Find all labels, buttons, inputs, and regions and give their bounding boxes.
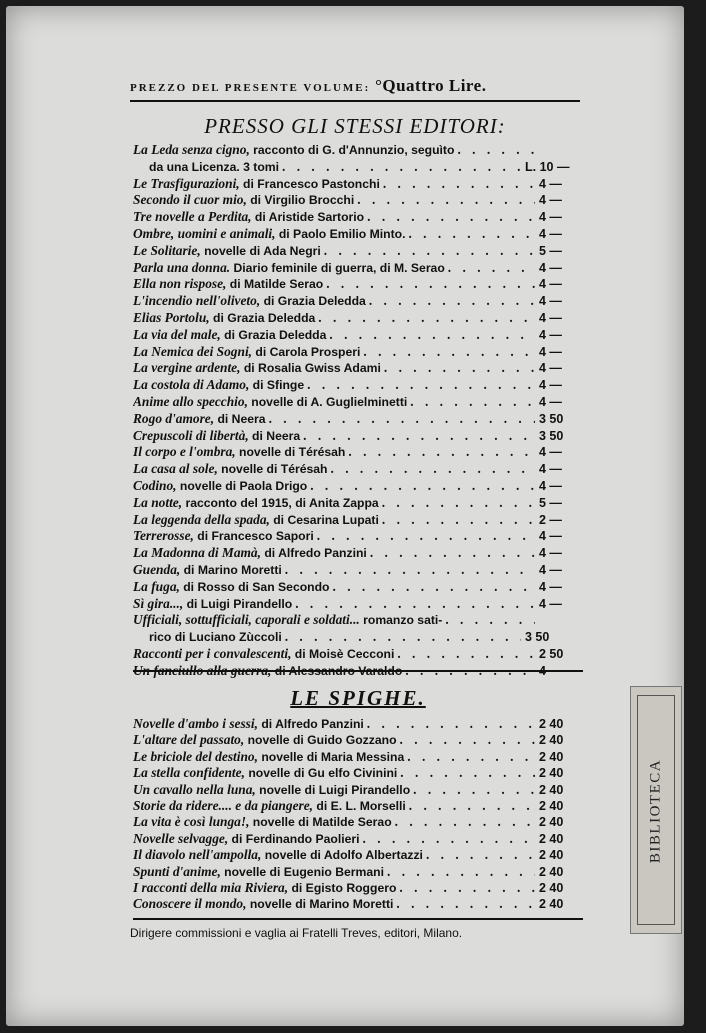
entry-author: di Alessandro Varaldo: [274, 663, 403, 678]
entry-price: 3 50: [539, 428, 564, 443]
entry-price: 4 —: [539, 327, 562, 342]
catalog-entry-continuation: [133, 159, 583, 176]
entry-title: Elias Portolu,: [133, 309, 210, 325]
catalog-entry: [133, 428, 583, 445]
entry-price: 4 —: [539, 210, 562, 225]
entry-author: novelle di Marino Moretti: [249, 897, 394, 912]
leader-dots: [282, 629, 521, 646]
entry-title: L'altare del passato,: [133, 732, 245, 748]
entry-author: di Aristide Sartorio: [254, 210, 365, 225]
catalog-list-editori: [133, 142, 583, 680]
entry-price: 5 —: [539, 495, 562, 510]
catalog-entry-continuation: [133, 629, 583, 646]
leader-dots: [394, 646, 535, 663]
entry-title: Il diavolo nell'ampolla,: [133, 847, 262, 863]
leader-dots: [405, 226, 535, 243]
stamp-label: BIBLIOTECA: [647, 758, 664, 864]
catalog-entry: [133, 293, 583, 310]
entry-continuation: rico di Luciano Zùccoli: [149, 630, 282, 645]
entry-author: di Alfredo Panzini: [264, 546, 367, 561]
leader-dots: [330, 579, 535, 596]
catalog-entry: [133, 847, 583, 863]
divider: [133, 918, 583, 920]
entry-author: di Rosso di San Secondo: [183, 579, 330, 594]
entry-title: Terrerosse,: [133, 528, 194, 544]
leader-dots: [360, 344, 535, 361]
entry-title: Conoscere il mondo,: [133, 896, 247, 912]
entry-title: Novelle d'ambo i sessi,: [133, 716, 258, 731]
catalog-entry: [133, 344, 583, 361]
entry-price: 4 —: [539, 478, 562, 493]
entry-title: Le briciole del destino,: [133, 748, 258, 764]
entry-title: Ombre, uomini e animali,: [133, 225, 276, 241]
entry-price: 4 —: [539, 176, 562, 191]
entry-price: 2 40: [539, 848, 564, 863]
entry-price: 2 40: [539, 815, 564, 830]
leader-dots: [379, 512, 535, 529]
entry-title: Un fanciullo alla guerra,: [133, 662, 272, 678]
entry-author: novelle di Maria Messina: [261, 749, 405, 764]
entry-price: 4 —: [539, 562, 562, 577]
leader-dots: [300, 428, 535, 445]
leader-dots: [282, 562, 535, 579]
section-heading-editori: PRESSO GLI STESSI EDITORI:: [204, 114, 506, 138]
entry-author: di Matilde Serao: [229, 277, 324, 292]
leader-dots: [364, 716, 535, 732]
entry-title: Le Solitarie,: [133, 242, 201, 258]
leader-dots: [442, 612, 535, 629]
entry-price: 4 —: [539, 344, 562, 359]
catalog-entry: [133, 176, 583, 193]
leader-dots: [321, 243, 535, 260]
entry-price: 4 —: [539, 277, 562, 292]
catalog-entry: [133, 579, 583, 596]
entry-author: novelle di Ada Negri: [204, 243, 321, 258]
entry-author: di Carola Prosperi: [255, 344, 361, 359]
catalog-entry: [133, 512, 583, 529]
entry-author: di Grazia Deledda: [213, 310, 316, 325]
entry-author: di Grazia Deledda: [263, 294, 366, 309]
leader-dots: [397, 765, 535, 781]
entry-author: di Marino Moretti: [183, 562, 282, 577]
catalog-entry: [133, 716, 583, 732]
leader-dots: [404, 749, 535, 765]
entry-title: La Leda senza cigno,: [133, 142, 250, 157]
entry-price: 3 50: [539, 411, 564, 426]
entry-title: Ella non rispose,: [133, 276, 227, 292]
leader-dots: [454, 142, 535, 159]
leader-dots: [314, 528, 535, 545]
leader-dots: [406, 798, 535, 814]
entry-price: L. 10 —: [525, 159, 570, 174]
entry-author: di Paolo Emilio Minto.: [278, 226, 406, 241]
entry-title: Secondo il cuor mio,: [133, 192, 247, 208]
entry-price: 4 —: [539, 226, 562, 241]
leader-dots: [279, 159, 521, 176]
entry-title: Novelle selvagge,: [133, 830, 229, 846]
catalog-entry: [133, 461, 583, 478]
catalog-entry: [133, 243, 583, 260]
catalog-entry: [133, 831, 583, 847]
entry-price: 4 —: [539, 462, 562, 477]
catalog-entry: [133, 864, 583, 880]
entry-author: di Neera: [217, 411, 266, 426]
entry-author: di Egisto Roggero: [291, 880, 397, 895]
entry-title: Un cavallo nella luna,: [133, 781, 256, 797]
entry-title: La vita è così lunga!,: [133, 814, 250, 830]
entry-author: novelle di Luigi Pirandello: [259, 782, 411, 797]
entry-author: novelle di A. Guglielminetti: [251, 394, 408, 409]
entry-title: Crepuscoli di libertà,: [133, 427, 249, 443]
leader-dots: [328, 461, 536, 478]
entry-price: 2 50: [539, 646, 564, 661]
leader-dots: [380, 176, 535, 193]
entry-title: Guenda,: [133, 561, 181, 577]
leader-dots: [423, 847, 535, 863]
price-bar: [130, 76, 580, 102]
entry-price: 2 40: [539, 733, 564, 748]
entry-author: di Ferdinando Paolieri: [231, 831, 360, 846]
leader-dots: [326, 327, 535, 344]
entry-author: di Virgilio Brocchi: [250, 193, 355, 208]
leader-dots: [367, 545, 535, 562]
entry-price: 4 —: [539, 596, 562, 611]
catalog-entry: [133, 732, 583, 748]
entry-title: Codino,: [133, 477, 177, 493]
entry-title: La stella confidente,: [133, 765, 245, 781]
catalog-entry: [133, 394, 583, 411]
entry-price: 4 —: [539, 260, 562, 275]
entry-price: 5 —: [539, 243, 562, 258]
entry-title: Ufficiali, sottufficiali, caporali e soldati...: [133, 612, 360, 628]
leader-dots: [307, 478, 535, 495]
entry-author: di Luigi Pirandello: [186, 596, 293, 611]
entry-title: I racconti della mia Riviera,: [133, 879, 289, 895]
leader-dots: [410, 782, 535, 798]
section-heading-spighe: [133, 686, 583, 711]
catalog-entry: [133, 612, 583, 629]
entry-title: Sì gira...,: [133, 595, 184, 611]
entry-author: racconto del 1915, di Anita Zappa: [185, 495, 379, 510]
leader-dots: [345, 444, 535, 461]
entry-author: novelle di Térésah: [221, 462, 328, 477]
entry-title: La notte,: [133, 494, 183, 510]
entry-price: 2 40: [539, 749, 564, 764]
entry-continuation: da una Licenza. 3 tomi: [149, 159, 280, 174]
entry-title: La via del male,: [133, 326, 221, 342]
leader-dots: [397, 732, 535, 748]
entry-author: romanzo sati-: [363, 613, 443, 628]
entry-title: Anime allo specchio,: [133, 393, 248, 409]
catalog-entry: [133, 377, 583, 394]
entry-title: Le Trasfigurazioni,: [133, 175, 240, 191]
leader-dots: [364, 209, 535, 226]
entry-title: La Madonna di Mamà,: [133, 545, 261, 561]
entry-author: novelle di Gu elfo Civinini: [248, 766, 398, 781]
entry-price: 4 —: [539, 294, 562, 309]
entry-author: di Francesco Pastonchi: [243, 176, 380, 191]
entry-title: Rogo d'amore,: [133, 410, 215, 426]
price-value: °Quattro Lire.: [375, 76, 487, 95]
leader-dots: [445, 260, 535, 277]
entry-author: Diario feminile di guerra, di M. Serao: [233, 260, 445, 275]
leader-dots: [360, 831, 535, 847]
catalog-entry: [133, 310, 583, 327]
leader-dots: [323, 276, 535, 293]
divider: [133, 670, 583, 672]
entry-title: La costola di Adamo,: [133, 377, 250, 393]
catalog-entry: [133, 209, 583, 226]
catalog-entry: [133, 765, 583, 781]
entry-title: La Nemica dei Sogni,: [133, 343, 253, 359]
entry-title: La fuga,: [133, 578, 180, 594]
catalog-entry: [133, 562, 583, 579]
catalog-entry: [133, 880, 583, 896]
entry-price: 4 —: [539, 193, 562, 208]
leader-dots: [266, 411, 535, 428]
catalog-entry: [133, 360, 583, 377]
leader-dots: [354, 192, 535, 209]
catalog-entry: [133, 782, 583, 798]
catalog-entry: [133, 142, 583, 159]
entry-price: 2 —: [539, 512, 562, 527]
library-stamp: [630, 686, 682, 934]
catalog-entry: [133, 596, 583, 613]
entry-title: La leggenda della spada,: [133, 511, 270, 527]
catalog-entry: [133, 478, 583, 495]
entry-title: Storie da ridere.... e da piangere,: [133, 797, 314, 813]
entry-title: L'incendio nell'oliveto,: [133, 293, 261, 309]
catalog-entry: [133, 646, 583, 663]
catalog-entry: [133, 749, 583, 765]
entry-author: novelle di Guido Gozzano: [247, 733, 397, 748]
entry-price: 2 40: [539, 880, 564, 895]
catalog-entry: [133, 327, 583, 344]
leader-dots: [366, 293, 535, 310]
entry-author: di Cesarina Lupati: [273, 512, 379, 527]
entry-price: 2 40: [539, 864, 564, 879]
catalog-entry: [133, 798, 583, 814]
entry-author: di Sfinge: [252, 378, 305, 393]
entry-price: 4 —: [539, 579, 562, 594]
leader-dots: [304, 377, 535, 394]
entry-price: 4 —: [539, 310, 562, 325]
entry-author: racconto di G. d'Annunzio, seguìto: [253, 143, 455, 157]
entry-price: 4 —: [539, 663, 562, 678]
entry-price: 2 40: [539, 798, 564, 813]
entry-price: 4 —: [539, 529, 562, 544]
entry-price: 2 40: [539, 831, 564, 846]
entry-author: di Alfredo Panzini: [261, 717, 364, 731]
entry-author: di Grazia Deledda: [224, 327, 327, 342]
catalog-entry: [133, 545, 583, 562]
leader-dots: [381, 360, 535, 377]
leader-dots: [379, 495, 535, 512]
entry-price: 4 —: [539, 546, 562, 561]
leader-dots: [393, 896, 535, 912]
catalog-entry: [133, 444, 583, 461]
leader-dots: [396, 880, 535, 896]
entry-price: 2 40: [539, 717, 564, 731]
leader-dots: [292, 596, 535, 613]
catalog-entry: [133, 495, 583, 512]
entry-author: novelle di Paola Drigo: [179, 478, 308, 493]
entry-author: di Rosalia Gwiss Adami: [243, 361, 381, 376]
entry-author: di Neera: [252, 428, 301, 443]
entry-price: 4 —: [539, 361, 562, 376]
entry-price: 2 40: [539, 782, 564, 797]
footer-note: Dirigere commissioni e vaglia ai Fratelli Treves, editori, Milano.: [130, 926, 463, 940]
entry-author: novelle di Matilde Serao: [252, 815, 392, 830]
catalog-list-spighe: [133, 716, 583, 913]
leader-dots: [384, 864, 535, 880]
entry-author: novelle di Eugenio Bermani: [224, 864, 384, 879]
entry-author: di Moisè Cecconi: [294, 646, 395, 661]
entry-price: 4 —: [539, 445, 562, 460]
price-prefix: PREZZO DEL PRESENTE VOLUME:: [130, 82, 371, 94]
catalog-entry: [133, 276, 583, 293]
entry-title: Tre novelle a Perdita,: [133, 209, 252, 225]
entry-title: La vergine ardente,: [133, 360, 241, 376]
entry-title: Racconti per i convalescenti,: [133, 645, 292, 661]
entry-price: 3 50: [525, 630, 550, 645]
entry-price: 2 40: [539, 766, 564, 781]
entry-price: 4 —: [539, 378, 562, 393]
spighe-title: LE SPIGHE.: [290, 686, 426, 710]
catalog-entry: [133, 896, 583, 912]
leader-dots: [407, 394, 535, 411]
entry-author: novelle di Adolfo Albertazzi: [264, 848, 423, 863]
entry-title: La casa al sole,: [133, 461, 218, 477]
catalog-entry: [133, 814, 583, 830]
entry-title: Parla una donna.: [133, 259, 231, 275]
catalog-entry: [133, 528, 583, 545]
leader-dots: [315, 310, 535, 327]
entry-title: Il corpo e l'ombra,: [133, 444, 236, 460]
entry-title: Spunti d'anime,: [133, 863, 221, 879]
catalog-entry: [133, 192, 583, 209]
catalog-entry: [133, 226, 583, 243]
entry-author: di E. L. Morselli: [316, 798, 406, 813]
entry-author: novelle di Térésah: [239, 445, 346, 460]
catalog-entry: [133, 260, 583, 277]
catalog-entry: [133, 411, 583, 428]
leader-dots: [392, 814, 535, 830]
entry-price: 2 40: [539, 897, 564, 912]
entry-author: di Francesco Sapori: [197, 529, 314, 544]
entry-price: 4 —: [539, 394, 562, 409]
